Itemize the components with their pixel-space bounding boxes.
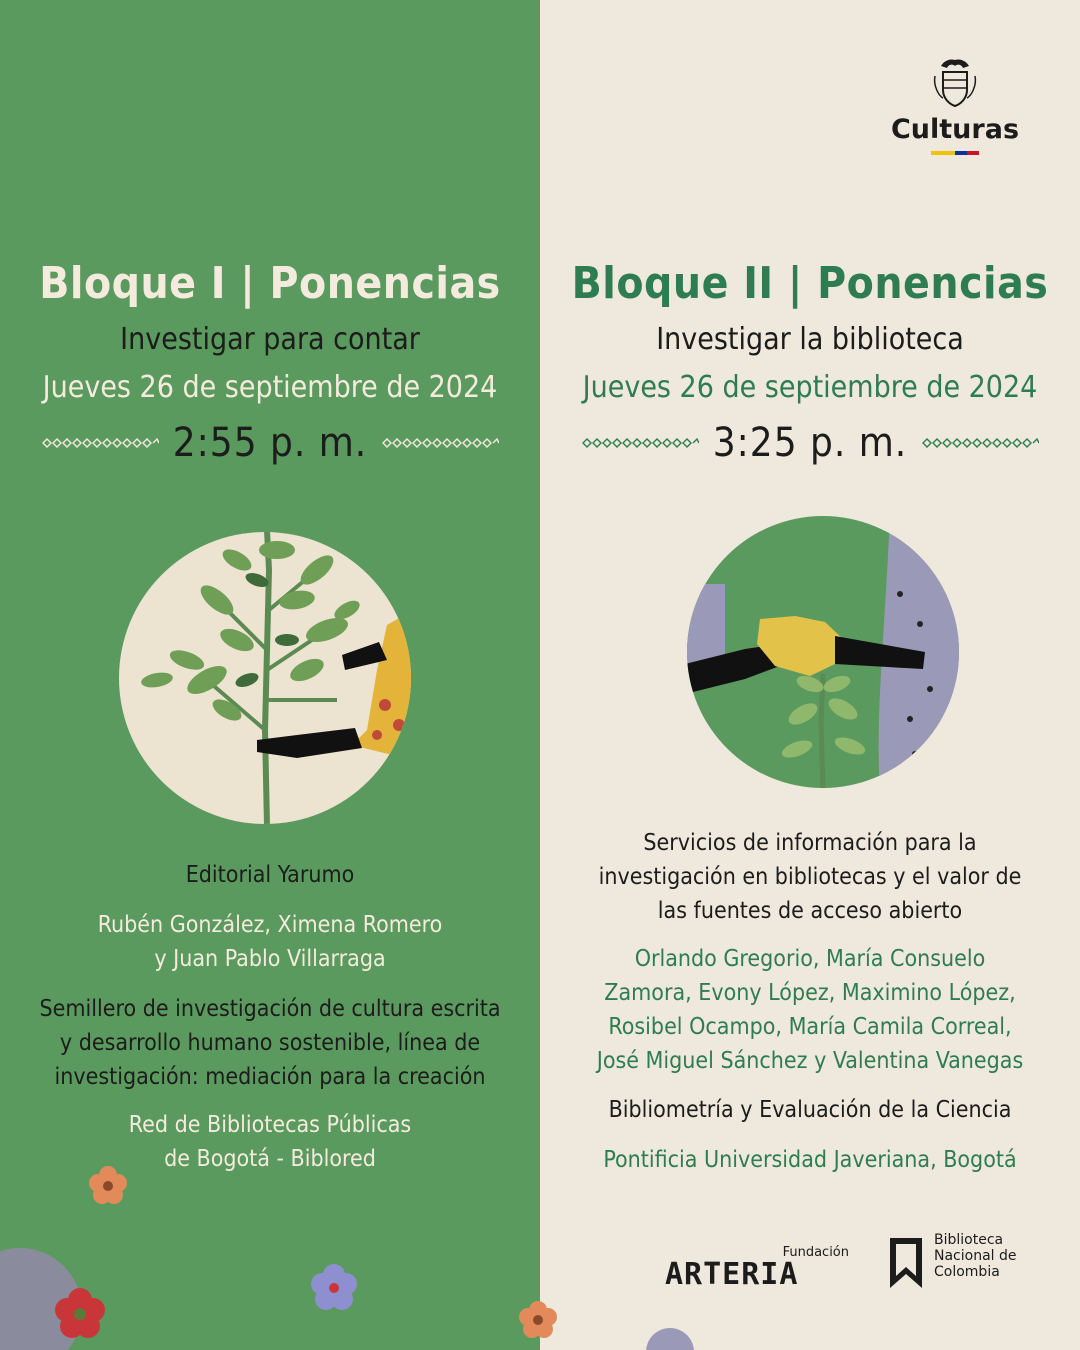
left-org1: Editorial Yarumo bbox=[185, 862, 355, 888]
flower-decoration-icon bbox=[500, 1290, 720, 1350]
right-time-row bbox=[540, 420, 1080, 466]
culturas-logo bbox=[890, 56, 1020, 155]
right-people-line1: Orlando Gregorio, María Consuelo bbox=[634, 946, 986, 972]
diamond-ornament-icon bbox=[921, 437, 1039, 449]
left-desc-line3: investigación: mediación para la creación bbox=[54, 1064, 486, 1090]
left-date: Jueves 26 de septiembre de 2024 bbox=[42, 370, 498, 405]
arteria-small-text: Fundación bbox=[782, 1245, 849, 1260]
diamond-ornament-icon bbox=[381, 437, 499, 449]
left-org2-line2: de Bogotá - Biblored bbox=[164, 1146, 376, 1172]
right-title: Bloque II | Ponencias bbox=[571, 258, 1049, 309]
flower-decoration-icon bbox=[0, 1160, 540, 1350]
right-date: Jueves 26 de septiembre de 2024 bbox=[582, 370, 1038, 405]
left-time-row bbox=[0, 420, 540, 466]
handshake-plant-illustration bbox=[685, 514, 961, 790]
right-people-line3: Rosibel Ocampo, María Camila Correal, bbox=[608, 1014, 1012, 1040]
fundacion-arteria-logo bbox=[665, 1244, 851, 1288]
bnc-line2: Nacional de bbox=[934, 1248, 1017, 1264]
biblioteca-nacional-logo bbox=[886, 1232, 1026, 1294]
left-people1-line2: y Juan Pablo Villarraga bbox=[154, 946, 386, 972]
left-org2-line1: Red de Bibliotecas Públicas bbox=[128, 1112, 412, 1138]
right-institution: Pontificia Universidad Javeriana, Bogotá bbox=[603, 1147, 1017, 1173]
right-subtitle: Investigar la biblioteca bbox=[656, 322, 964, 357]
coat-of-arms-icon bbox=[929, 56, 981, 110]
left-desc-line1: Semillero de investigación de cultura escrita bbox=[39, 996, 501, 1022]
right-time: 3:25 p. m. bbox=[712, 420, 908, 466]
left-title: Bloque I | Ponencias bbox=[39, 258, 501, 309]
partner-logos bbox=[540, 1232, 1080, 1296]
right-people-line2: Zamora, Evony López, Maximino López, bbox=[604, 980, 1016, 1006]
bnc-line1: Biblioteca bbox=[934, 1232, 1004, 1248]
bnc-line3: Colombia bbox=[934, 1264, 1000, 1280]
left-subtitle: Investigar para contar bbox=[120, 322, 420, 357]
right-topic-line2: investigación en bibliotecas y el valor de bbox=[598, 864, 1022, 890]
culturas-wordmark: Culturas bbox=[890, 114, 1020, 145]
diamond-ornament-icon bbox=[581, 437, 699, 449]
arteria-main-text: ARTERIA bbox=[665, 1257, 799, 1288]
right-people-line4: José Miguel Sánchez y Valentina Vanegas bbox=[596, 1048, 1024, 1074]
bnc-emblem-icon bbox=[886, 1234, 926, 1290]
right-topic-line3: las fuentes de acceso abierto bbox=[657, 898, 963, 924]
left-desc-line2: y desarrollo humano sostenible, línea de bbox=[59, 1030, 481, 1056]
colombia-flag-bar bbox=[931, 151, 979, 155]
diamond-ornament-icon bbox=[41, 437, 159, 449]
left-people1-line1: Rubén González, Ximena Romero bbox=[97, 912, 443, 938]
right-panel bbox=[540, 0, 1080, 1350]
plant-hands-illustration bbox=[117, 530, 413, 826]
left-time: 2:55 p. m. bbox=[172, 420, 368, 466]
right-topic-line1: Servicios de información para la bbox=[643, 830, 977, 856]
right-group: Bibliometría y Evaluación de la Ciencia bbox=[608, 1097, 1012, 1123]
